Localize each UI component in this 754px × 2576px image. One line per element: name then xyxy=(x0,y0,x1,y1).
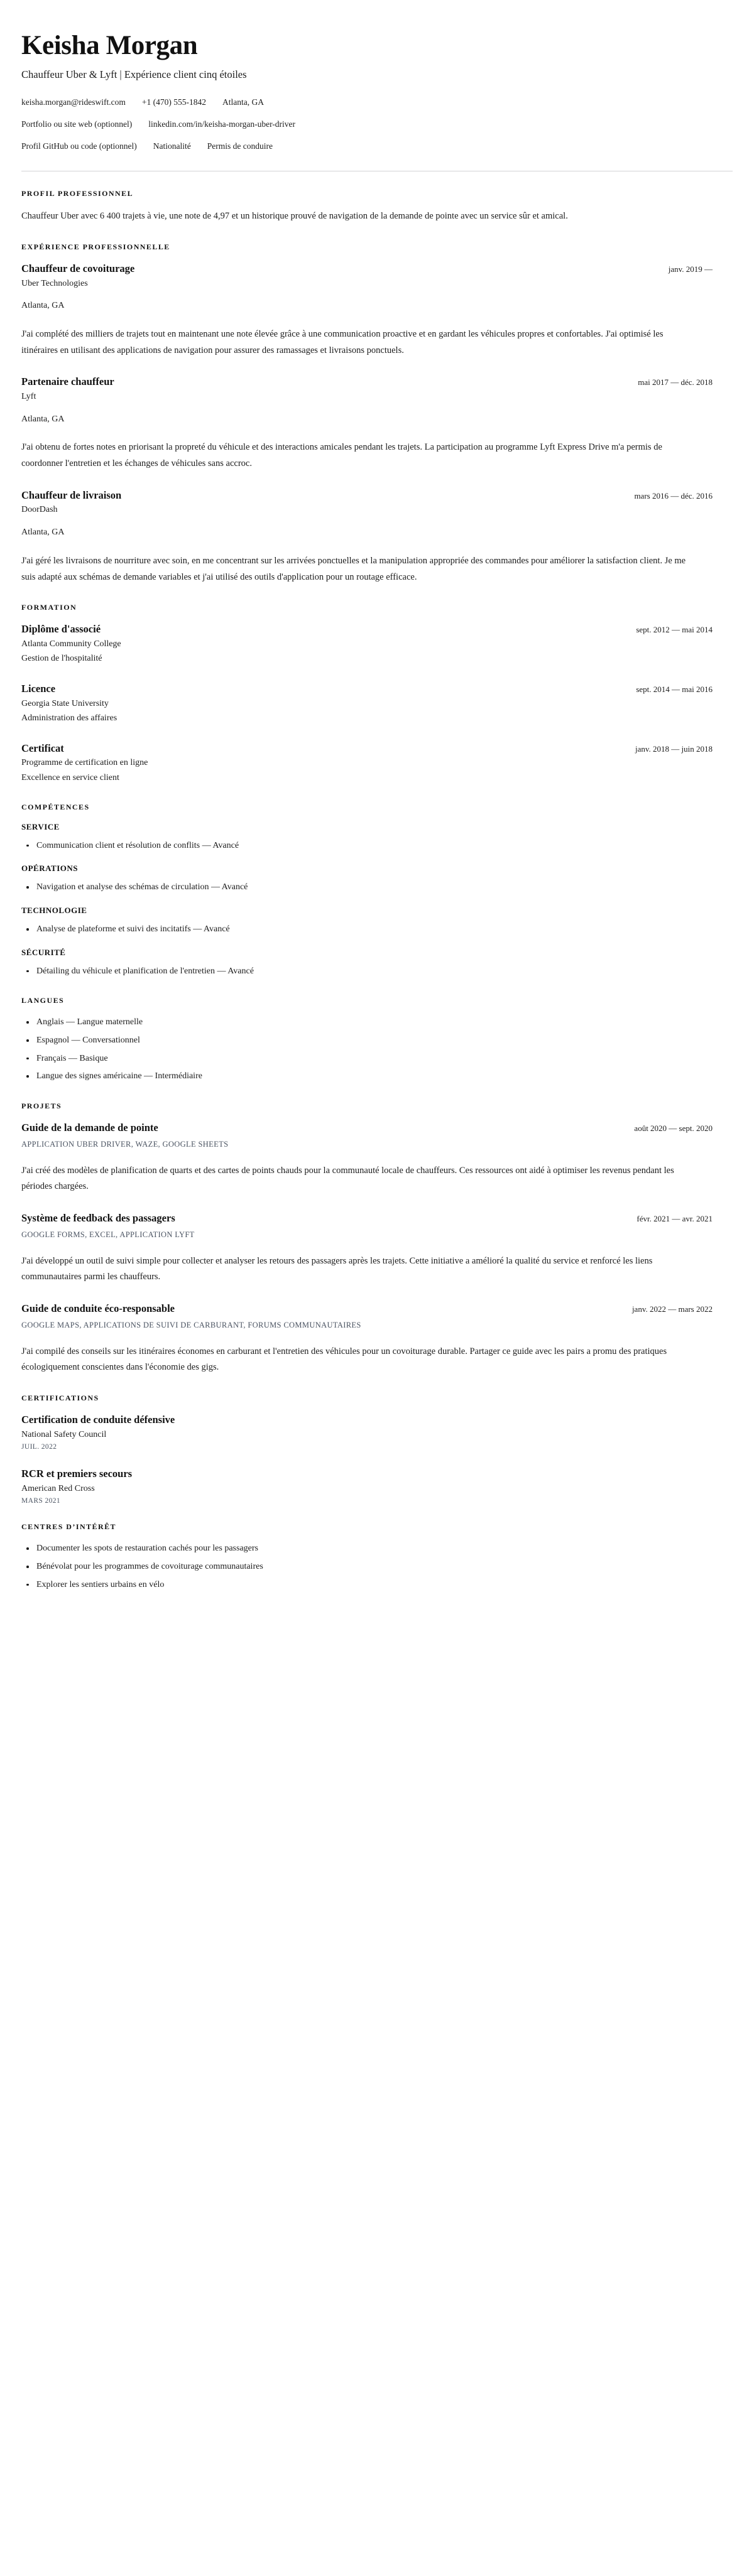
section-certifications xyxy=(21,1394,733,1505)
interest-item: Bénévolat pour les programmes de covoiturage communautaires xyxy=(21,1560,733,1574)
job-location: Atlanta, GA xyxy=(21,528,65,538)
location-text: Atlanta, GA xyxy=(222,97,264,107)
project-name: Système de feedback des passagers xyxy=(21,1212,175,1225)
skill-item: Analyse de plateforme et suivi des incitatifs — Avancé xyxy=(21,923,733,937)
section-skills xyxy=(21,803,733,979)
job-date-range: mars 2016 — déc. 2016 xyxy=(634,490,713,501)
github-placeholder-text: Profil GitHub ou code (optionnel) xyxy=(21,141,137,151)
job-company: Uber Technologies xyxy=(21,278,88,288)
interest-item: Explorer les sentiers urbains en vélo xyxy=(21,1578,733,1593)
project-tech-tags: APPLICATION UBER DRIVER, WAZE, GOOGLE SHEETS xyxy=(21,1139,229,1149)
candidate-headline: Chauffeur Uber & Lyft | Expérience client cinq étoiles xyxy=(21,68,247,81)
skill-category-label: OPÉRATIONS xyxy=(21,863,78,874)
job-description: J'ai complété des milliers de trajets tout en maintenant une note élevée grâce à une communication proactive et en gardant les véhicules propres et confortables. J'ai optimisé les itinéraires en utilisant des applications de navigation pour assurer des ramassages et livraisons ponctuels. xyxy=(21,328,664,355)
job-company: Lyft xyxy=(21,391,36,401)
job-location: Atlanta, GA xyxy=(21,414,65,424)
education-entry xyxy=(21,742,733,785)
phone-text: +1 (470) 555-1842 xyxy=(141,97,207,107)
job-location: Atlanta, GA xyxy=(21,301,65,311)
project-tech-tags: GOOGLE FORMS, EXCEL, APPLICATION LYFT xyxy=(21,1230,195,1239)
language-item: Anglais — Langue maternelle xyxy=(21,1015,733,1030)
project-tech-tags: GOOGLE MAPS, APPLICATIONS DE SUIVI DE CARBURANT, FORUMS COMMUNAUTAIRES xyxy=(21,1320,361,1329)
skill-list xyxy=(21,880,733,895)
job-date-range: janv. 2019 — xyxy=(668,264,713,274)
field-of-study: Gestion de l'hospitalité xyxy=(21,654,102,664)
section-education xyxy=(21,603,733,784)
section-interests xyxy=(21,1522,733,1592)
education-entry-header xyxy=(21,742,733,755)
section-title-profile: PROFIL PROFESSIONNEL xyxy=(21,189,134,198)
job-title: Chauffeur de livraison xyxy=(21,489,122,501)
section-projects xyxy=(21,1101,733,1376)
contact-row-primary xyxy=(21,96,733,109)
resume-header xyxy=(21,31,733,171)
project-entry xyxy=(21,1211,733,1285)
certification-entry xyxy=(21,1467,733,1505)
skill-category-label: TECHNOLOGIE xyxy=(21,906,87,916)
school-name: Atlanta Community College xyxy=(21,639,121,649)
certification-date: MARS 2021 xyxy=(21,1497,61,1505)
experience-entry xyxy=(21,262,733,359)
job-company: DoorDash xyxy=(21,505,58,515)
experience-entry xyxy=(21,375,733,472)
project-entry xyxy=(21,1121,733,1195)
skill-list xyxy=(21,839,733,853)
field-of-study: Administration des affaires xyxy=(21,713,117,723)
degree-title: Licence xyxy=(21,683,56,695)
driver-license-text: Permis de conduire xyxy=(207,141,273,151)
skill-item: Communication client et résolution de conflits — Avancé xyxy=(21,839,733,853)
certification-date: JUIL. 2022 xyxy=(21,1443,57,1451)
section-title-projects: PROJETS xyxy=(21,1101,62,1111)
nationality-text: Nationalité xyxy=(153,141,191,151)
section-title-interests: CENTRES D’INTÉRÊT xyxy=(21,1522,117,1532)
language-item: Espagnol — Conversationnel xyxy=(21,1034,733,1048)
education-entry-header xyxy=(21,622,733,636)
education-entry-header xyxy=(21,682,733,695)
job-title: Chauffeur de covoiturage xyxy=(21,262,135,275)
project-description: J'ai développé un outil de suivi simple pour collecter et analyser les retours des passagers après les trajets. Cette initiative a amélioré la qualité du service et renforcé les liens communautaires parmi les chauffeurs. xyxy=(21,1255,653,1282)
project-entry-header xyxy=(21,1211,733,1225)
project-date-range: août 2020 — sept. 2020 xyxy=(634,1123,713,1134)
project-description: J'ai créé des modèles de planification de quarts et des cartes de points chauds pour la communauté locale de chauffeurs. Ces ressources ont aidé à optimiser les revenus pendant les périodes chargées. xyxy=(21,1165,674,1192)
field-of-study: Excellence en service client xyxy=(21,773,119,783)
section-profile xyxy=(21,189,733,225)
job-date-range: mai 2017 — déc. 2018 xyxy=(638,377,713,387)
certification-name: Certification de conduite défensive xyxy=(21,1414,175,1426)
email-text: keisha.morgan@rideswift.com xyxy=(21,97,126,107)
project-entry-header xyxy=(21,1302,733,1315)
project-name: Guide de la demande de pointe xyxy=(21,1122,158,1134)
skill-list xyxy=(21,923,733,937)
degree-date-range: janv. 2018 — juin 2018 xyxy=(635,744,713,754)
section-title-education: FORMATION xyxy=(21,603,77,612)
portfolio-placeholder-text: Portfolio ou site web (optionnel) xyxy=(21,119,133,129)
contact-row-web xyxy=(21,118,733,131)
skill-item: Détailing du véhicule et planification de l'entretien — Avancé xyxy=(21,965,733,979)
project-entry xyxy=(21,1302,733,1376)
project-name: Guide de conduite éco-responsable xyxy=(21,1302,175,1315)
skill-group xyxy=(21,948,733,979)
school-name: Programme de certification en ligne xyxy=(21,758,148,768)
certification-entry xyxy=(21,1413,733,1451)
certification-issuer: National Safety Council xyxy=(21,1429,107,1439)
skill-category-label: SERVICE xyxy=(21,821,60,831)
education-entry xyxy=(21,682,733,725)
experience-entry-header xyxy=(21,375,733,388)
experience-entry-header xyxy=(21,489,733,502)
section-title-experience: EXPÉRIENCE PROFESSIONNELLE xyxy=(21,242,170,252)
skill-group xyxy=(21,863,733,895)
section-languages xyxy=(21,996,733,1084)
experience-entry xyxy=(21,489,733,585)
contact-row-extra xyxy=(21,140,733,153)
experience-entry-header xyxy=(21,262,733,275)
job-description: J'ai obtenu de fortes notes en priorisant la propreté du véhicule et des interactions amicales pendant les trajets. La participation au programme Lyft Express Drive m'a permis de coordonner l'entretien et les échanges de véhicules sans accroc. xyxy=(21,442,662,469)
skill-item: Navigation et analyse des schémas de circulation — Avancé xyxy=(21,880,733,895)
language-item: Langue des signes américaine — Intermédiaire xyxy=(21,1069,733,1084)
language-item: Français — Basique xyxy=(21,1052,733,1066)
section-experience xyxy=(21,242,733,585)
project-entry-header xyxy=(21,1121,733,1134)
project-date-range: févr. 2021 — avr. 2021 xyxy=(637,1214,713,1224)
skill-list xyxy=(21,965,733,979)
degree-date-range: sept. 2014 — mai 2016 xyxy=(636,685,713,695)
skill-category-label: SÉCURITÉ xyxy=(21,947,66,957)
profile-summary-text: Chauffeur Uber avec 6 400 trajets à vie, une note de 4,97 et un historique prouvé de navigation de la demande de pointe avec un service sûr et amical. xyxy=(21,211,568,222)
skill-group xyxy=(21,822,733,853)
job-title: Partenaire chauffeur xyxy=(21,376,114,388)
certification-issuer: American Red Cross xyxy=(21,1483,95,1493)
language-list xyxy=(21,1015,733,1084)
section-title-skills: COMPÉTENCES xyxy=(21,802,90,811)
degree-date-range: sept. 2012 — mai 2014 xyxy=(636,625,713,635)
skill-group xyxy=(21,906,733,937)
section-title-languages: LANGUES xyxy=(21,996,65,1005)
interest-item: Documenter les spots de restauration cachés pour les passagers xyxy=(21,1542,733,1556)
project-date-range: janv. 2022 — mars 2022 xyxy=(631,1304,713,1314)
certification-name: RCR et premiers secours xyxy=(21,1468,133,1480)
job-description: J'ai géré les livraisons de nourriture avec soin, en me concentrant sur les arrivées ponctuelles et la manipulation appropriée des commandes pour améliorer la satisfaction client. Je me suis adapté aux schémas de demande variables et j'ai utilisé des outils d'application pour un routage efficace. xyxy=(21,555,686,582)
education-entry xyxy=(21,622,733,666)
linkedin-text: linkedin.com/in/keisha-morgan-uber-driver xyxy=(148,119,296,129)
project-description: J'ai compilé des conseils sur les itinéraires économes en carburant et l'entretien des véhicules pour un covoiturage durable. Partager ce guide avec les pairs a promu des pratiques écologiquement conscientes dans l'économie des gigs. xyxy=(21,1346,667,1373)
candidate-name: Keisha Morgan xyxy=(21,31,198,60)
section-title-certifications: CERTIFICATIONS xyxy=(21,1394,99,1403)
interest-list xyxy=(21,1542,733,1592)
school-name: Georgia State University xyxy=(21,698,109,708)
degree-title: Diplôme d'associé xyxy=(21,623,101,636)
degree-title: Certificat xyxy=(21,742,64,754)
